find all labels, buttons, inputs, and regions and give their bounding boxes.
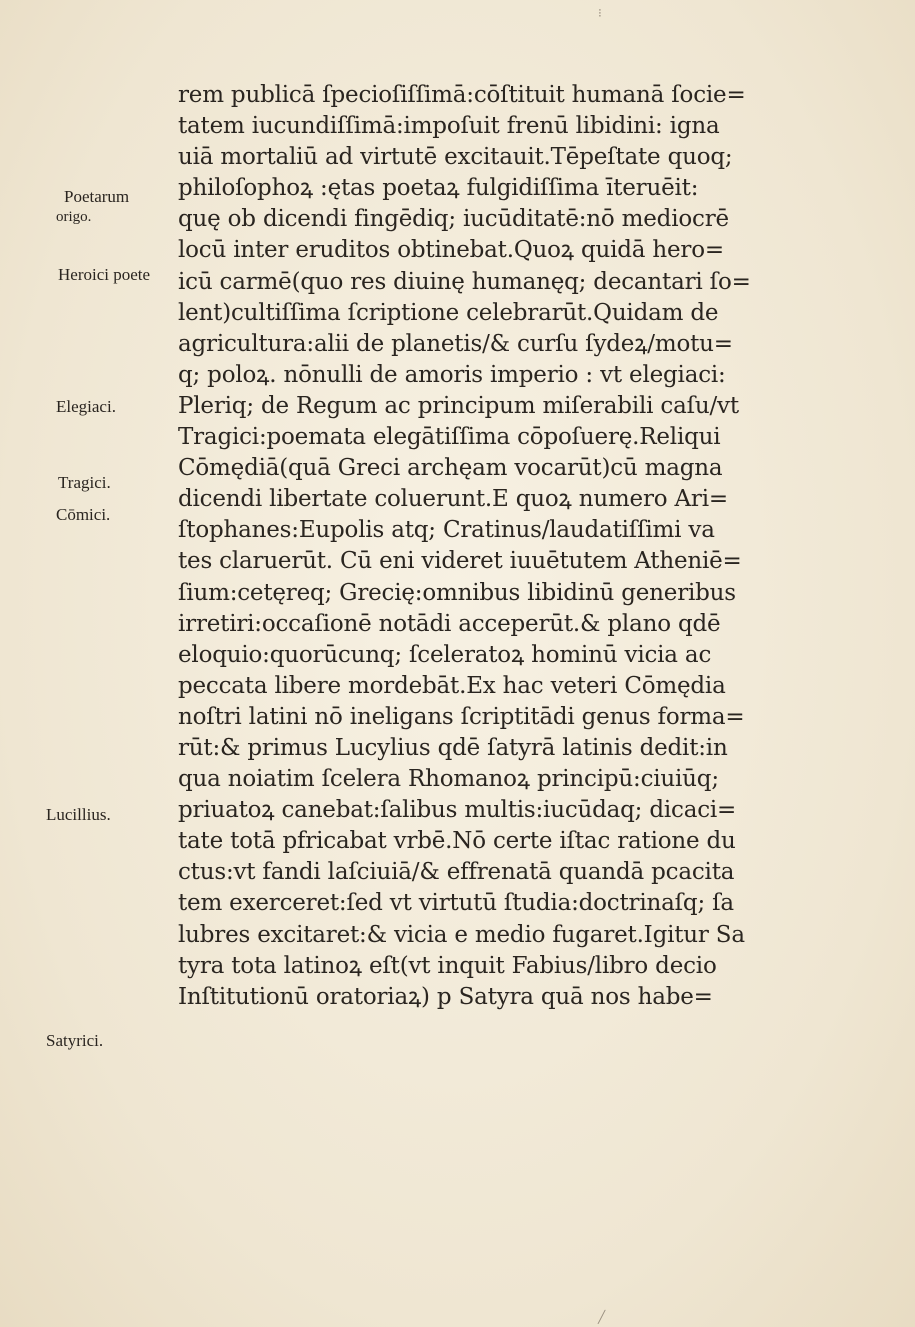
text-line: Inſtitutionū oratoriaꝝ) p Satyra quā nos habe= [178,983,713,1010]
margin-note-origo: origo. [56,209,92,225]
text-line: eloquio:quorūcunq; ſceleratoꝝ hominū vicia ac [178,641,712,668]
text-line: rūt:& primus Lucylius qdē ſatyrā latinis dedit:in [178,734,728,761]
text-line: ctus:vt fandi laſciuiā/& effrenatā quandā pcacita [178,859,735,886]
text-line: tyra tota latinoꝝ eſt(vt inquit Fabius/libro decio [178,952,717,979]
text-line: tatem iucundiſſimā:impoſuit frenū libidini: igna [178,113,720,140]
text-line: agricultura:alii de planetis/& curſu ſydeꝝ/motu= [178,330,733,357]
text-line: qua noiatim ſcelera Rhomanoꝝ principū:ciuiūq; [178,766,719,793]
text-line: ſtophanes:Eupolis atq; Cratinus/laudatiſſimi va [178,517,715,544]
margin-note-satyrici: Satyrici. [46,1031,104,1050]
margin-note-comici: Cōmici. [56,505,111,524]
text-line: irretiri:occaſionē notādi acceperūt.& plano qdē [178,610,721,637]
text-line: rem publicā ſpecioſiſſimā:cōſtituit humanā ſocie= [178,82,746,108]
margin-note-elegiaci: Elegiaci. [56,397,116,416]
text-line: tate totā pfricabat vrbē.Nō certe iſtac ratione du [178,828,736,855]
margin-note-tragici: Tragici. [58,473,111,492]
paper-speck: ⁝ [598,6,602,20]
margin-note-heroici: Heroici poete [58,265,151,284]
margin-note-lucillius: Lucillius. [46,805,111,824]
text-line: philoſophoꝝ :ętas poetaꝝ fulgidiſſima īteruēit: [178,175,699,202]
text-line: lubres excitaret:& vicia e medio fugaret.Igitur Sa [178,921,745,948]
text-line: tes claruerūt. Cū eni videret iuuētutem Atheniē= [178,548,742,575]
text-line: uiā mortaliū ad virtutē excitauit.Tēpeſtate quoq; [178,144,733,171]
text-line: quę ob dicendi fingēdiq; iucūditatē:nō mediocrē [178,206,729,233]
text-line: Tragici:poemata elegātiſſima cōpoſuerę.Reliqui [178,424,721,451]
text-line: priuatoꝝ canebat:ſalibus multis:iucūdaq; dicaci= [178,797,737,824]
text-line: Cōmędiā(quā Greci archęam vocarūt)cū magna [178,455,723,482]
text-line: noſtri latini nō ineligans ſcriptitādi genus forma= [178,703,745,730]
text-line: locū inter eruditos obtinebat.Quoꝝ quidā hero= [178,237,724,264]
text-line: dicendi libertate coluerunt.E quoꝝ numero Ari= [178,486,728,513]
text-line: ſium:cetęreq; Grecię:omnibus libidinū generibus [178,579,736,606]
text-line: icū carmē(quo res diuinę humanęq; decantari ſo= [178,268,751,295]
text-line: Pleriq; de Regum ac principum miſerabili caſu/vt [178,392,739,419]
text-line: peccata libere mordebāt.Ex hac veteri Cōmędia [178,672,726,699]
text-line: lent)cultiſſima ſcriptione celebrarūt.Quidam de [178,299,719,326]
text-line: tem exerceret:ſed vt virtutū ſtudia:doctrinaſq; ſa [178,890,734,917]
paper-speck: ╱ [598,1310,606,1324]
margin-note-poetarum: Poetarum [64,187,130,206]
body-text [178,80,828,1013]
text-line: q; poloꝝ. nōnulli de amoris imperio : vt elegiaci: [178,361,726,388]
